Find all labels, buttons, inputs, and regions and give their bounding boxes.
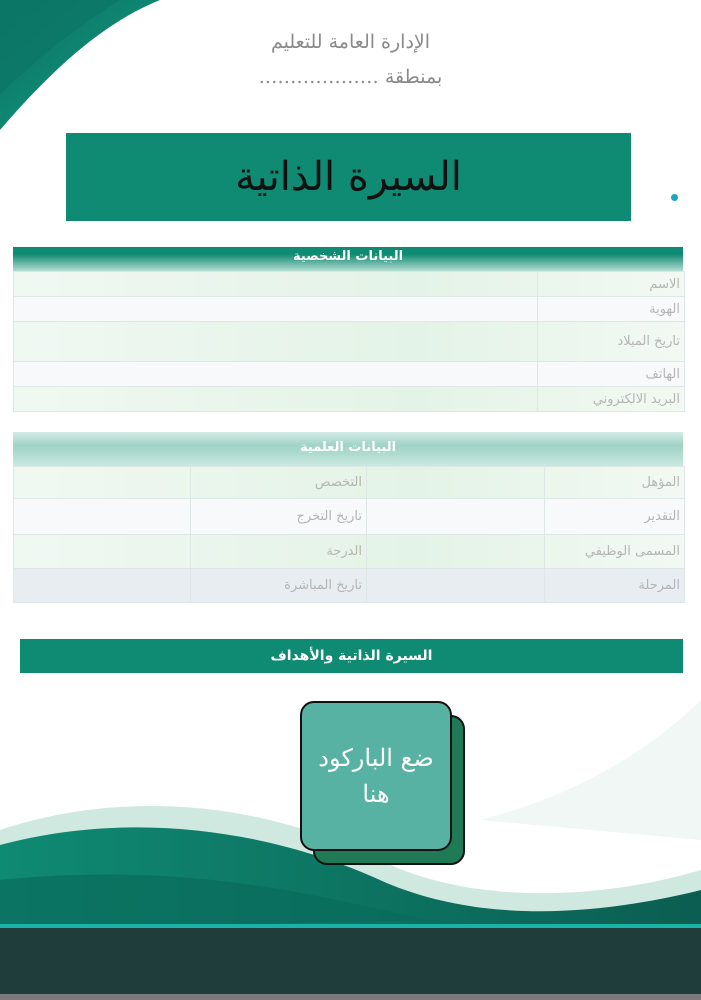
personal-heading: البيانات الشخصية [292, 249, 404, 264]
field-value[interactable] [14, 272, 538, 297]
field-value[interactable] [14, 467, 191, 499]
teal-stripe [0, 924, 701, 928]
table-row [14, 387, 685, 412]
bullet-dot [671, 194, 678, 201]
personal-table [13, 271, 685, 412]
barcode-text-line1: ضع الباركود [318, 744, 434, 772]
footer-band [0, 928, 701, 1000]
goals-heading: السيرة الذاتية والأهداف [270, 648, 433, 664]
page-title: السيرة الذاتية [235, 154, 462, 200]
field-value[interactable] [14, 569, 191, 603]
field-label: المؤهل [545, 467, 685, 499]
field-value[interactable] [14, 362, 538, 387]
field-label: تاريخ المباشرة [191, 569, 367, 603]
field-label: الهوية [538, 297, 685, 322]
field-value[interactable] [14, 297, 538, 322]
field-value[interactable] [14, 499, 191, 535]
field-label: التخصص [191, 467, 367, 499]
table-row [14, 499, 685, 535]
field-value[interactable] [14, 535, 191, 569]
field-label: الاسم [538, 272, 685, 297]
academic-table [13, 466, 685, 603]
table-row [14, 297, 685, 322]
field-label: تاريخ الميلاد [538, 322, 685, 362]
field-value[interactable] [14, 387, 538, 412]
academic-heading: البيانات العلمية [299, 440, 397, 455]
table-row [14, 362, 685, 387]
table-row [14, 322, 685, 362]
barcode-placeholder[interactable] [300, 701, 452, 851]
field-value[interactable] [367, 569, 545, 603]
field-label: المسمى الوظيفي [545, 535, 685, 569]
field-label: الهاتف [538, 362, 685, 387]
field-value[interactable] [367, 499, 545, 535]
header-line-2: بمنطقة ………………. [258, 66, 443, 88]
field-value[interactable] [367, 467, 545, 499]
title-banner [66, 133, 631, 221]
field-label: الدرجة [191, 535, 367, 569]
field-label: تاريخ التخرج [191, 499, 367, 535]
table-row [14, 272, 685, 297]
table-row [14, 535, 685, 569]
field-label: البريد الالكتروني [538, 387, 685, 412]
goals-header [20, 639, 683, 673]
table-row [14, 467, 685, 499]
field-value[interactable] [14, 322, 538, 362]
field-label: التقدير [545, 499, 685, 535]
barcode-text-line2: هنا [362, 780, 390, 808]
field-label: المرحلة [545, 569, 685, 603]
table-row [14, 569, 685, 603]
header-line-1: الإدارة العامة للتعليم [270, 31, 431, 53]
field-value[interactable] [367, 535, 545, 569]
